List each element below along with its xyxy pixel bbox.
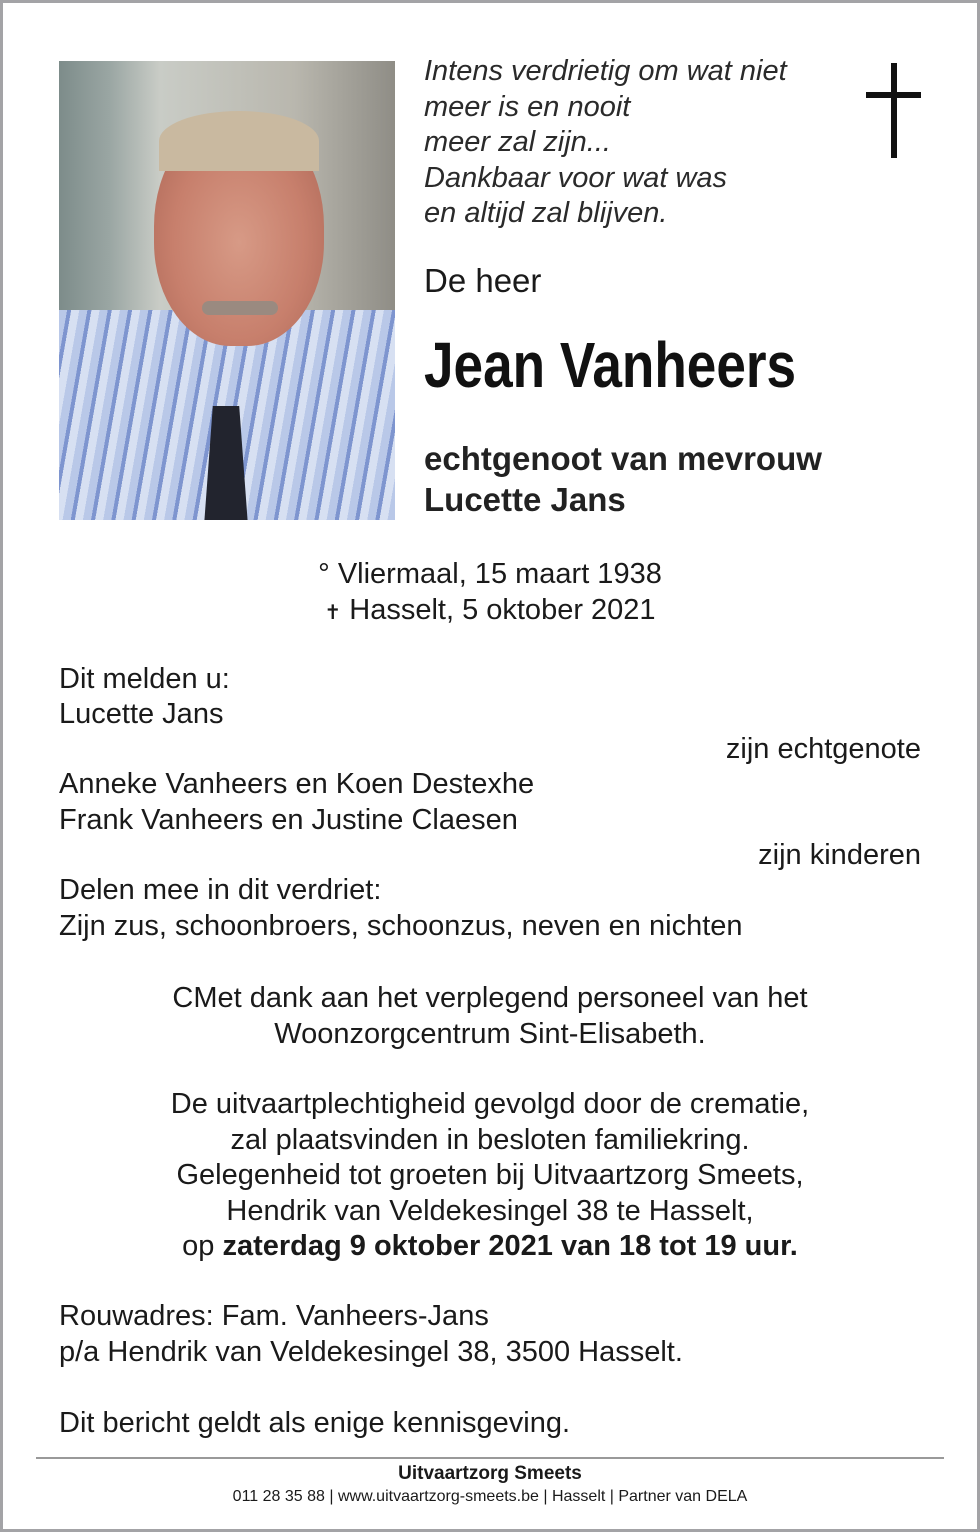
notice: Dit bericht geldt als enige kennisgeving.	[59, 1407, 571, 1439]
cross-icon	[866, 63, 921, 158]
children-role: zijn kinderen	[758, 839, 921, 871]
funeral-line: De uitvaartplechtigheid gevolgd door de crematie,	[170, 1088, 810, 1120]
child-line: Frank Vanheers en Justine Claesen	[59, 804, 518, 836]
funeral-line: Hendrik van Veldekesingel 38 te Hasselt,	[226, 1194, 754, 1227]
spouse-role: zijn echtgenote	[725, 733, 921, 765]
poem-line: en altijd zal blijven.	[424, 197, 668, 229]
announce-intro: Dit melden u:	[59, 663, 230, 695]
announce-spouse: Lucette Jans	[59, 698, 224, 730]
funeral-date: zaterdag 9 oktober 2021 van 18 tot 19 uur.	[222, 1230, 798, 1262]
portrait-photo	[59, 61, 395, 520]
dates	[0, 556, 980, 631]
relatives: Zijn zus, schoonbroers, schoonzus, neven en nichten	[59, 910, 743, 942]
share-intro: Delen mee in dit verdriet:	[59, 874, 382, 906]
thanks-line: Woonzorgcentrum Sint-Elisabeth.	[274, 1017, 706, 1050]
funeral-date-line	[0, 1229, 980, 1265]
spouse-name: Lucette Jans	[424, 481, 626, 518]
footer-details: 011 28 35 88 | www.uitvaartzorg-smeets.be | Hasselt | Partner van DELA	[232, 1488, 748, 1505]
birth-date: ° Vliermaal, 15 maart 1938	[318, 558, 662, 590]
poem-line: Dankbaar voor wat was	[424, 161, 728, 194]
child-line: Anneke Vanheers en Koen Destexhe	[59, 768, 535, 800]
death-cross-icon: ✝	[324, 602, 342, 624]
funeral-op: op	[182, 1230, 215, 1262]
funeral-line: Gelegenheid tot groeten bij Uitvaartzorg Smeets,	[176, 1159, 804, 1191]
poem-line: Intens verdrietig om wat niet	[424, 55, 787, 87]
thanks	[0, 981, 980, 1052]
funeral-line: zal plaatsvinden in besloten familiekring.	[230, 1123, 750, 1156]
spouse-line	[424, 438, 822, 520]
death-date	[0, 592, 980, 631]
thanks-line: CMet dank aan het verplegend personeel van het	[172, 982, 808, 1014]
spouse-relation: echtgenoot van mevrouw	[424, 440, 822, 477]
poem-line: meer zal zijn...	[424, 126, 611, 158]
funeral-info	[0, 1087, 980, 1265]
death-text: Hasselt, 5 oktober 2021	[349, 594, 656, 626]
poem	[424, 54, 787, 232]
mourning-address-line: p/a Hendrik van Veldekesingel 38, 3500 Hasselt.	[59, 1336, 683, 1368]
deceased-name: Jean Vanheers	[424, 329, 797, 401]
mourning-address: Rouwadres: Fam. Vanheers-Jans	[59, 1300, 489, 1332]
footer-company: Uitvaartzorg Smeets	[398, 1463, 582, 1484]
footer-divider	[36, 1457, 944, 1459]
title: De heer	[424, 262, 542, 299]
poem-line: meer is en nooit	[424, 90, 631, 123]
